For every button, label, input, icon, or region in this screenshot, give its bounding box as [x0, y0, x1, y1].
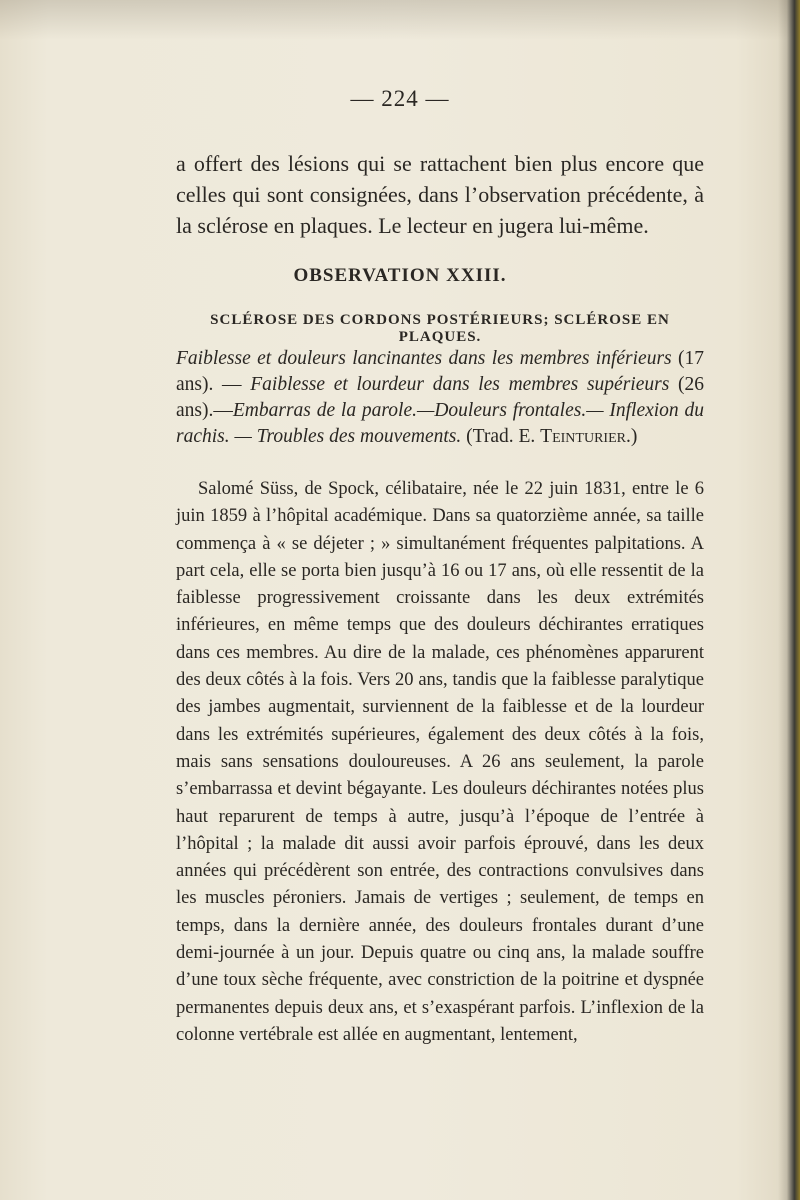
- summary-part: Faiblesse et douleurs lancinantes dans les membres inférieurs: [176, 348, 672, 369]
- translator-name: Teinturier: [540, 426, 626, 447]
- summary-part: (17 ans). —: [176, 348, 704, 395]
- observation-subtitle: SCLÉROSE DES CORDONS POSTÉRIEURS; SCLÉROSE EN PLAQUES.: [210, 312, 670, 345]
- summary-part: Faiblesse et lourdeur dans les membres supérieurs: [250, 374, 670, 395]
- summary-part: .): [625, 426, 638, 447]
- observation-body: Salomé Süss, de Spock, célibataire, née le 22 juin 1831, entre le 6 juin 1859 à l’hôpital académique. Dans sa quatorzième année, sa taille commença à « se déjeter ; » simultanément fréquentes palpitations. A part cela, elle se porta bien jusqu’à 16 ou 17 ans, où elle ressentit de la faiblesse progressivement croissante dans les deux extrémités inférieures, en même temps que des douleurs déchirantes erratiques dans ces membres. Au dire de la malade, ces phénomènes apparurent des deux côtés à la fois. Vers 20 ans, tandis que la faiblesse paralytique des jambes augmentait, surviennent de la faiblesse et de la lourdeur dans les extrémités supérieures, également des deux côtés à la fois, mais sans sensations douloureuses. A 26 ans seulement, la parole s’embarrassa et devint bégayante. Les douleurs déchirantes notées plus haut reparurent de temps à autre, jusqu’à l’époque de l’entrée à l’hôpital ; la malade dit aussi avoir parfois éprouvé, dans les deux années qui précédèrent son entrée, des contractions convulsives dans les muscles péroniers. Jamais de vertiges ; seulement, de temps en temps, dans la dernière année, des douleurs frontales durant d’une demi-journée à un jour. Depuis quatre ou cinq ans, la malade souffre d’une toux sèche fréquente, avec constriction de la poitrine et dyspnée permanentes depuis deux ans, et s’exaspérant parfois. L’inflexion de la colonne vertébrale est allée en augmentant, lentement,: [176, 479, 704, 1045]
- observation-title: OBSERVATION XXIII.: [293, 265, 507, 286]
- page-top-shadow: [0, 0, 800, 40]
- intro-paragraph: a offert des lésions qui se rattachent bien plus encore que celles qui sont consignées, dans l’observation précédente, à la sclérose en plaques. Le lecteur en jugera lui-même.: [176, 151, 704, 238]
- book-spine-edge: [778, 0, 800, 1200]
- summary-part: (26 ans).—: [176, 374, 704, 421]
- page-number: — 224 —: [350, 86, 450, 111]
- summary-part: Embarras de la parole.—Douleurs frontales.— Inflexion du rachis. — Troubles des mouvements.: [176, 400, 704, 447]
- summary-part: (Trad. E.: [461, 426, 541, 447]
- observation-summary: [176, 346, 704, 450]
